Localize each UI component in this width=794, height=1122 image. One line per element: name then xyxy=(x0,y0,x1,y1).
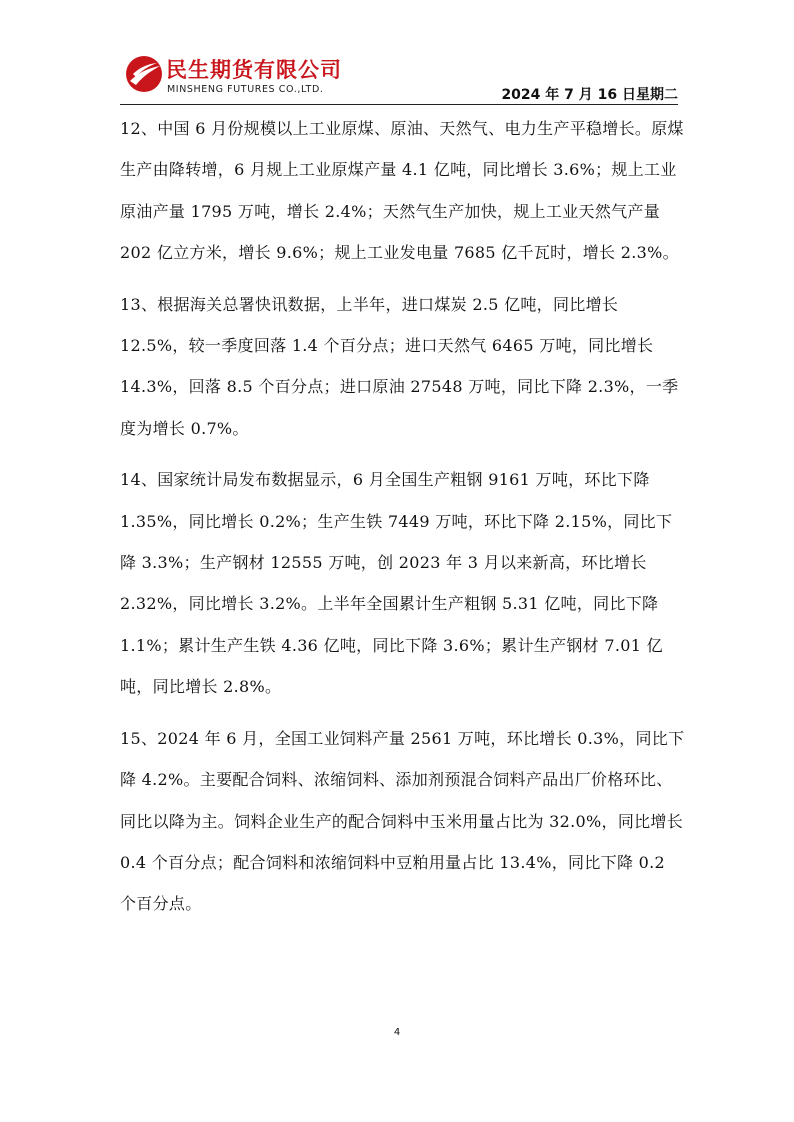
news-content xyxy=(120,108,686,935)
news-item-15: 15、2024 年 6 月，全国工业饲料产量 2561 万吨，环比增长 0.3%，同比下降 4.2%。主要配合饲料、浓缩饲料、添加剂预混合饲料产品出厂价格环比、同比以降为主。饲料企业生产的配合饲料中玉米用量占比为 32.0%，同比增长 0.4 个百分点；配合饲料和浓缩饲料中豆粕用量占比 13.4%，同比下降 0.2 个百分点。 xyxy=(120,728,685,914)
company-name-cn: 民生期货有限公司 xyxy=(166,58,342,82)
news-item-14: 14、国家统计局发布数据显示，6 月全国生产粗钢 9161 万吨，环比下降 1.35%，同比增长 0.2%；生产生铁 7449 万吨，环比下降 2.15%，同比下降 3.3%；生产钢材 12555 万吨，创 2023 年 3 月以来新高，环比增长 2.32%，同比增长 3.2%。上半年全国累计生产粗钢 5.31 亿吨，同比下降 1.1%；累计生产生铁 4.36 亿吨，同比下降 3.6%；累计生产钢材 7.01 亿吨，同比增长 2.8%。 xyxy=(120,470,673,697)
company-name-en: MINSHENG FUTURES CO.,LTD. xyxy=(167,84,324,95)
news-item-13: 13、根据海关总署快讯数据，上半年，进口煤炭 2.5 亿吨，同比增长 12.5%，较一季度回落 1.4 个百分点；进口天然气 6465 万吨，同比增长 14.3%，回落 8.5 个百分点；进口原油 27548 万吨，同比下降 2.3%，一季度为增长 0.7%。 xyxy=(120,294,679,438)
report-date: 2024 年 7 月 16 日星期二 xyxy=(501,87,678,103)
company-logo xyxy=(124,54,364,104)
minsheng-logo-icon xyxy=(124,54,164,94)
page-header xyxy=(0,0,794,112)
page-number: 4 xyxy=(393,1027,401,1038)
header-divider xyxy=(120,104,678,105)
news-item-12: 12、中国 6 月份规模以上工业原煤、原油、天然气、电力生产平稳增长。原煤生产由降转增，6 月规上工业原煤产量 4.1 亿吨，同比增长 3.6%；规上工业原油产量 1795 万吨，增长 2.4%；天然气生产加快，规上工业天然气产量 202 亿立方米，增长 9.6%；规上工业发电量 7685 亿千瓦时，增长 2.3%。 xyxy=(120,119,684,263)
